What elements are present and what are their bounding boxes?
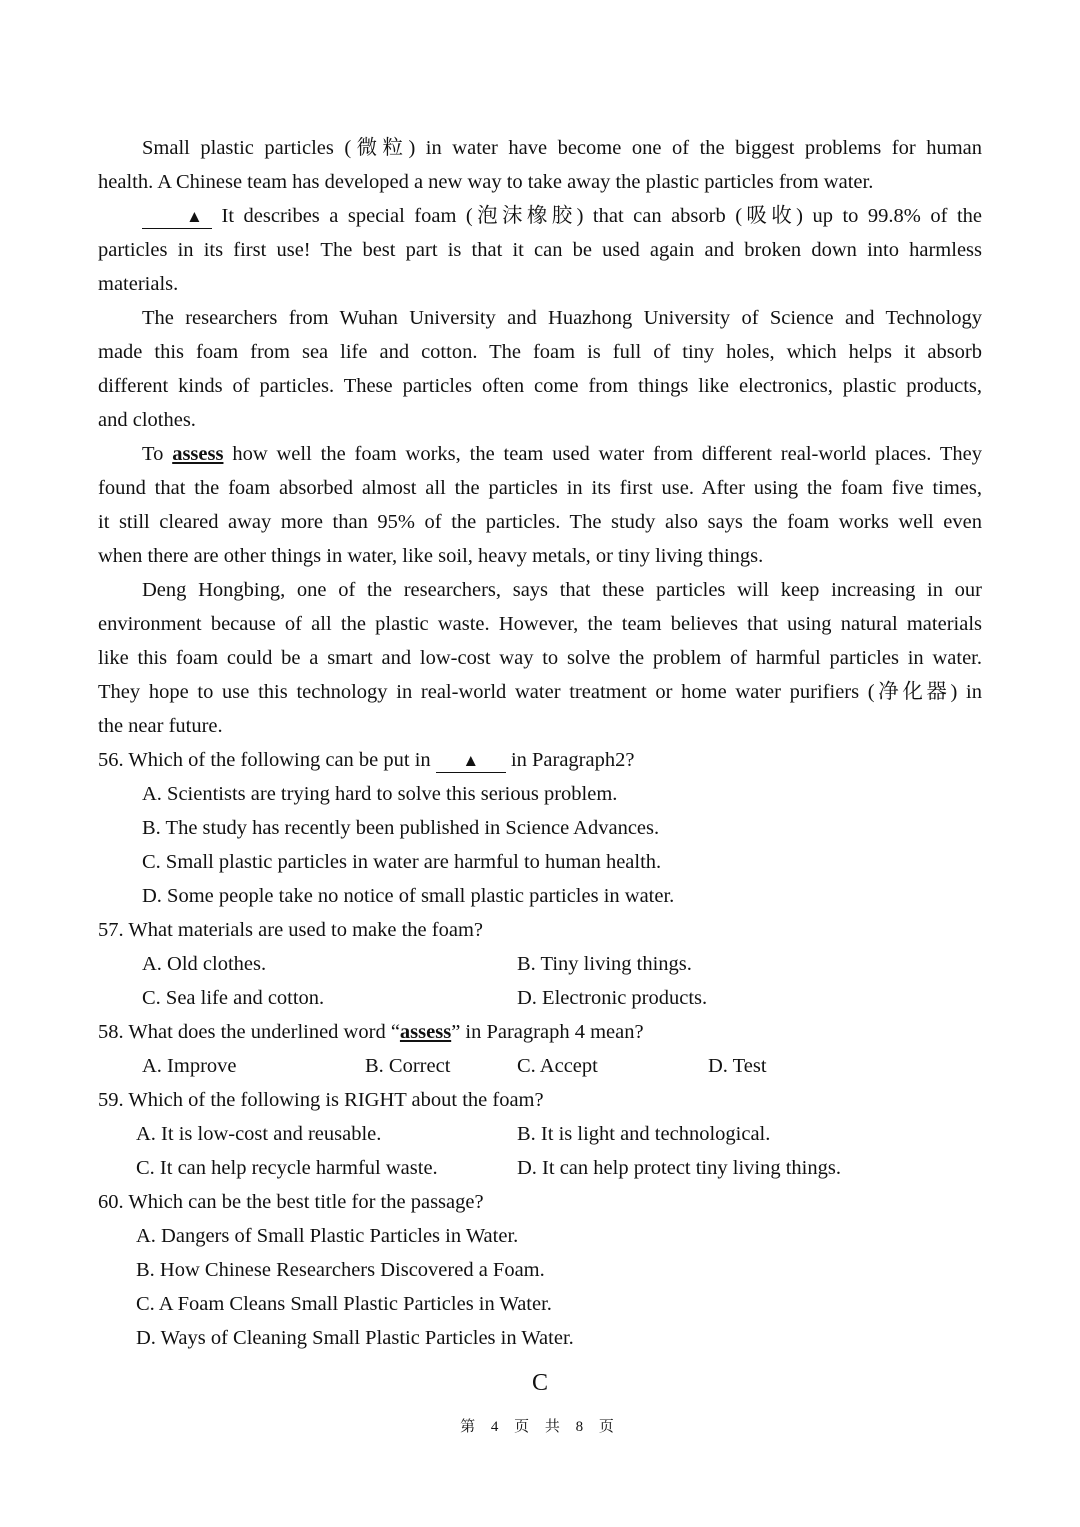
question-57: 57. What materials are used to make the foam? xyxy=(98,919,483,941)
passage-line: To assess how well the foam works, the team used water from different real-world places. They xyxy=(142,443,982,465)
passage-line: Deng Hongbing, one of the researchers, says that these particles will keep increasing in our xyxy=(142,579,982,601)
question-60: 60. Which can be the best title for the passage? xyxy=(98,1191,484,1213)
blank-marker: ▲ xyxy=(142,206,212,229)
passage-line: Small plastic particles (微粒) in water have become one of the biggest problems for human xyxy=(142,137,982,159)
passage-line: like this foam could be a smart and low-cost way to solve the problem of harmful particles in water. xyxy=(98,647,982,669)
option: B. Tiny living things. xyxy=(517,953,692,975)
option: B. How Chinese Researchers Discovered a Foam. xyxy=(136,1259,545,1281)
option: A. Dangers of Small Plastic Particles in Water. xyxy=(136,1225,519,1247)
passage-line: environment because of all the plastic waste. However, the team believes that using natural materials xyxy=(98,613,982,635)
option: A. Scientists are trying hard to solve this serious problem. xyxy=(142,783,618,805)
exam-page xyxy=(98,131,982,1355)
section-label: C xyxy=(531,1370,548,1396)
passage-line: it still cleared away more than 95% of the particles. The study also says the foam works well even xyxy=(98,511,982,533)
blank-marker: ▲ xyxy=(436,750,506,773)
option-row xyxy=(98,947,982,981)
question-58: 58. What does the underlined word “assess” in Paragraph 4 mean? xyxy=(98,1021,644,1043)
passage-line: particles in its first use! The best part is that it can be used again and broken down into harmless xyxy=(98,239,982,261)
underlined-word: assess xyxy=(399,1021,452,1043)
option: D. Some people take no notice of small plastic particles in water. xyxy=(142,885,675,907)
passage-line: the near future. xyxy=(98,715,223,737)
underlined-word: assess xyxy=(172,443,224,465)
passage-line: ▲ It describes a special foam (泡沫橡胶) that can absorb (吸收) up to 99.8% of the xyxy=(98,199,982,233)
option: C. Sea life and cotton. xyxy=(142,987,325,1009)
option-row xyxy=(98,1117,982,1151)
option-row xyxy=(98,1151,982,1185)
option: C. A Foam Cleans Small Plastic Particles in Water. xyxy=(136,1293,552,1315)
question-56: 56. Which of the following can be put in ▲ in Paragraph2? xyxy=(98,749,635,771)
passage-line: health. A Chinese team has developed a new way to take away the plastic particles from water. xyxy=(98,171,874,193)
option: D. Ways of Cleaning Small Plastic Particles in Water. xyxy=(136,1327,574,1349)
passage-line: They hope to use this technology in real-world water treatment or home water purifiers (净化器) in xyxy=(98,681,982,703)
option: B. The study has recently been published in Science Advances. xyxy=(142,817,660,839)
option: A. Improve xyxy=(142,1055,237,1077)
option: C. Accept xyxy=(517,1055,598,1077)
option: A. Old clothes. xyxy=(142,953,267,975)
passage-line: and clothes. xyxy=(98,409,196,431)
option: B. It is light and technological. xyxy=(517,1123,771,1145)
page-footer: 第 4 页 共 8 页 xyxy=(460,1419,620,1435)
option: B. Correct xyxy=(365,1055,451,1077)
option: C. Small plastic particles in water are harmful to human health. xyxy=(142,851,662,873)
option: D. Test xyxy=(708,1055,767,1077)
option: C. It can help recycle harmful waste. xyxy=(136,1157,438,1179)
option: D. It can help protect tiny living things. xyxy=(517,1157,841,1179)
option: A. It is low-cost and reusable. xyxy=(136,1123,382,1145)
question-59: 59. Which of the following is RIGHT about the foam? xyxy=(98,1089,544,1111)
option: D. Electronic products. xyxy=(517,987,708,1009)
passage-line: made this foam from sea life and cotton. The foam is full of tiny holes, which helps it absorb xyxy=(98,341,982,363)
passage-line: when there are other things in water, like soil, heavy metals, or tiny living things. xyxy=(98,545,764,567)
option-row xyxy=(98,1049,982,1083)
passage-line: different kinds of particles. These particles often come from things like electronics, plastic products, xyxy=(98,375,982,397)
passage-line: materials. xyxy=(98,273,179,295)
option-row xyxy=(98,981,982,1015)
passage-line: found that the foam absorbed almost all the particles in its first use. After using the foam five times, xyxy=(98,477,982,499)
passage-line: The researchers from Wuhan University and Huazhong University of Science and Technology xyxy=(142,307,982,329)
